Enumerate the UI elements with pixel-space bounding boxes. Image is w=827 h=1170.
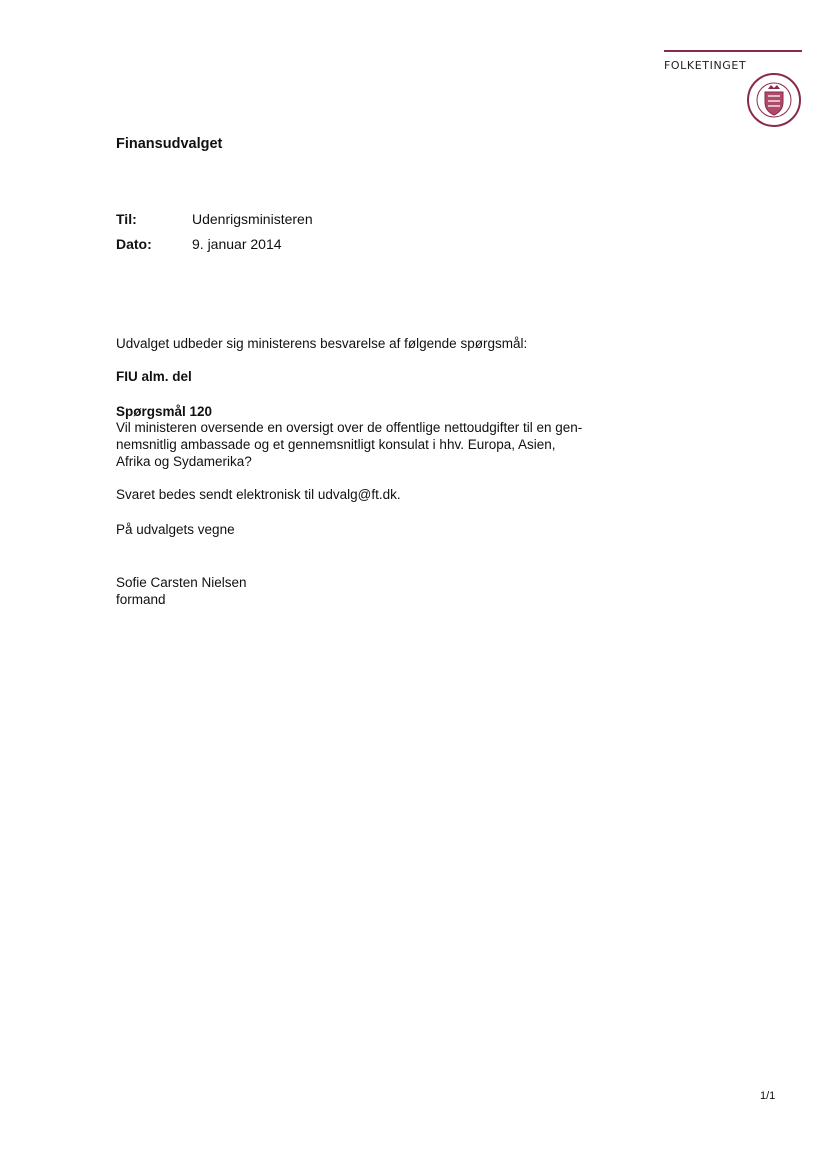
case-reference: FIU alm. del — [116, 369, 192, 384]
question-body — [116, 419, 586, 470]
question-line: nemsnitlig ambassade og et gennemsnitligt konsulat i hhv. Europa, Asien, — [116, 437, 556, 452]
question-line: Vil ministeren oversende en oversigt over de offentlige nettoudgifter til en gen- — [116, 420, 583, 435]
intro-text: Udvalget udbeder sig ministerens besvarelse af følgende spørgsmål: — [116, 336, 528, 351]
date-label: Dato: — [116, 236, 152, 252]
question-title: Spørgsmål 120 — [116, 404, 213, 419]
header-rule — [664, 50, 802, 52]
on-behalf-text: På udvalgets vegne — [116, 522, 235, 537]
question-line: Afrika og Sydamerika? — [116, 454, 252, 469]
committee-title: Finansudvalget — [116, 136, 223, 152]
signer-name: Sofie Carsten Nielsen — [116, 575, 247, 590]
recipient-value: Udenrigsministeren — [192, 211, 313, 227]
recipient-row — [116, 211, 313, 227]
reply-instruction: Svaret bedes sendt elektronisk til udvalg@ft.dk. — [116, 487, 401, 502]
page-number: 1/1 — [760, 1090, 776, 1102]
signer-role: formand — [116, 592, 166, 607]
date-row — [116, 236, 282, 252]
folketinget-seal-icon — [746, 72, 802, 128]
brand-name: FOLKETINGET — [664, 59, 747, 72]
date-value: 9. januar 2014 — [192, 236, 282, 252]
recipient-label: Til: — [116, 211, 137, 227]
